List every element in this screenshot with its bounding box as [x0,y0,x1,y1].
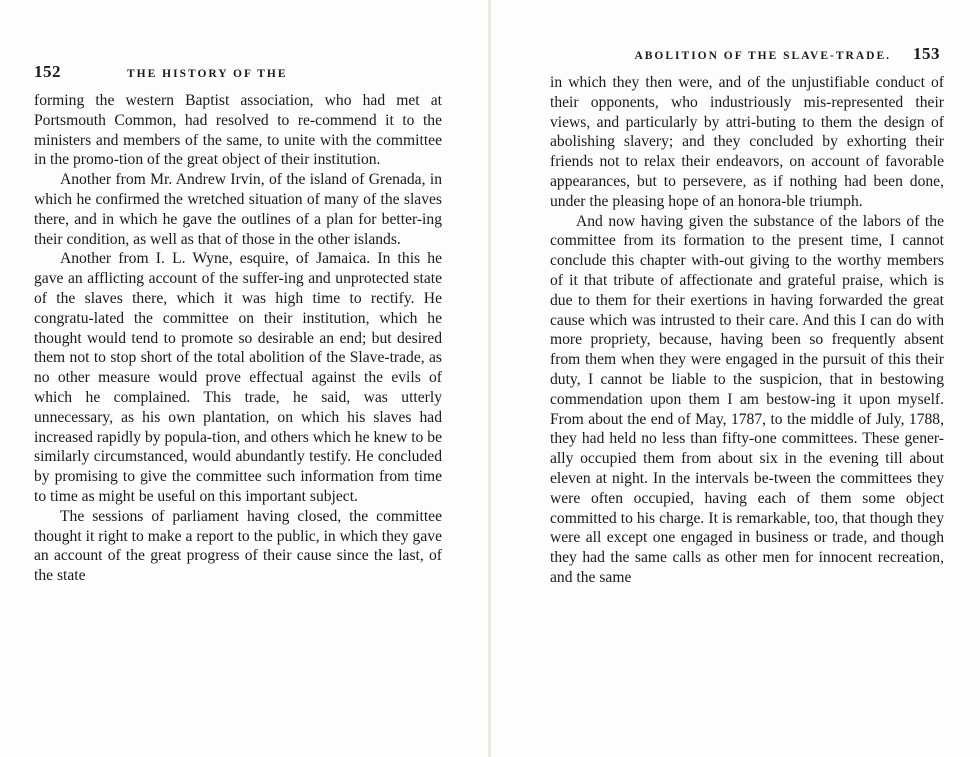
running-head: ABOLITION OF THE SLAVE-TRADE. [634,50,891,62]
paragraph: in which they then were, and of the unjustifiable conduct of their opponents, who industriously mis-represented their views, and particularly by attri-buting to them the design of abolishing slavery; and they concluded by exhorting their friends not to relax their endeavors, on account of favorable appearances, but to persevere, as if nothing had been done, under the pleasing hope of an honora-ble triumph. [550,74,944,210]
page-number: 153 [913,44,940,63]
right-page-body [550,73,944,588]
left-page-body [34,91,442,586]
right-page-header [610,44,940,64]
paragraph: The sessions of parliament having closed, the committee thought it right to make a report to the public, in which they gave an account of the great progress of their cause since the last, of the state [34,507,442,585]
paragraph: Another from I. L. Wyne, esquire, of Jamaica. In this he gave an afflicting account of the suffer-ing and unprotected state of the slaves there, which it was high time to rectify. He congratu-lated the committee on their institution, which he thought would tend to promote so desirable an end; but desired them not to stop short of the total abolition of the Slave-trade, as no other measure would prove effectual against the evils of which he complained. This trade, he said, was utterly unnecessary, as his own plantation, on which his slaves had increased rapidly by popula-tion, and others which he knew to be similarly circumstanced, would abundantly testify. He concluded by promising to give the committee such information from time to time as might be useful on this important subject. [34,250,442,505]
paragraph: And now having given the substance of the labors of the committee from its formation to the present time, I cannot conclude this chapter with-out giving to the worthy members of it that tribute of affectionate and grateful praise, which is due to them for their exertions in having forwarded the great cause which was intrusted to their care. And this I can do with more propriety, because, having been so frequently absent from them when they were engaged in the pursuit of this their duty, I cannot be liable to the suspicion, that in bestowing commendation upon them I am bestow-ing it upon myself. From about the end of May, 1787, to the middle of July, 1788, they had held no less than fifty-one committees. These gener-ally occupied them from about six in the evening till about eleven at night. In the intervals be-tween the committees they were often occupied, having each of them some object committed to his charge. It is remarkable, too, that though they were all except one engaged in business or trade, and though they had the same calls as other men for innocent recreation, and the same [550,212,944,586]
paragraph: forming the western Baptist association, who had met at Portsmouth Common, had resolved to re-commend it to the ministers and members of the same, to unite with the committee in the promo-tion of the great object of their institution. [34,92,442,169]
running-head: THE HISTORY OF THE [127,68,288,80]
right-page [490,0,980,757]
paragraph: Another from Mr. Andrew Irvin, of the island of Grenada, in which he confirmed the wretched situation of many of the slaves there, and in which he gave the outlines of a plan for better-ing their condition, as well as that of those in the other islands. [34,171,442,248]
page-number: 152 [34,62,61,81]
left-page-header [34,62,444,82]
